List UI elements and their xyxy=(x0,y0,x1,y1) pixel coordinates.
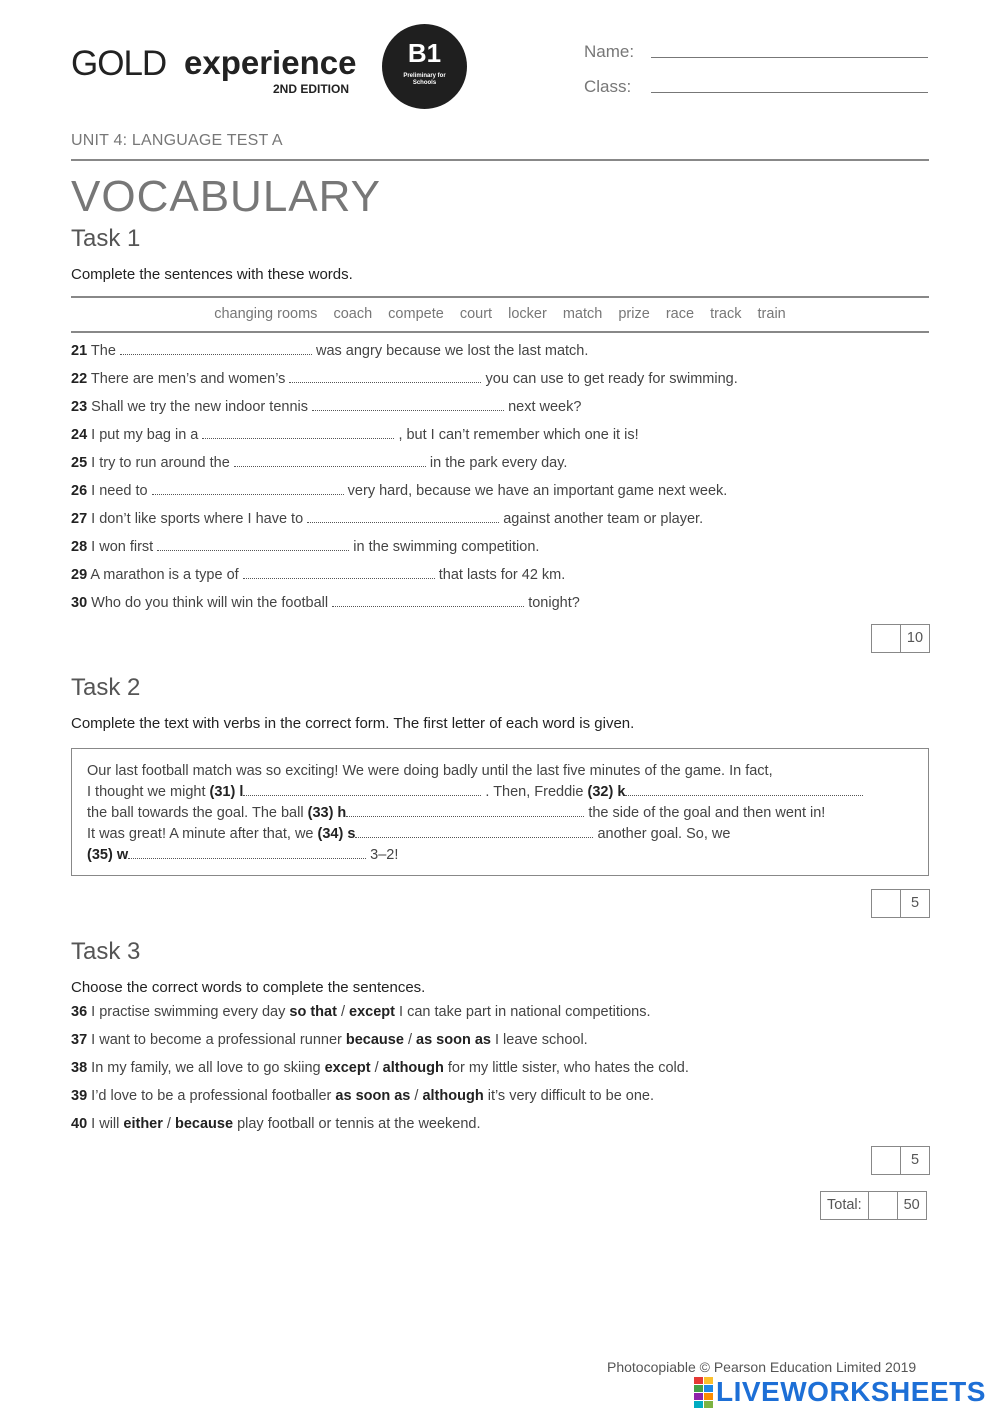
answer-blank[interactable] xyxy=(346,805,584,817)
question-text: Shall we try the new indoor tennis xyxy=(91,399,308,415)
task2-score-box xyxy=(871,889,930,918)
answer-blank[interactable] xyxy=(243,784,481,796)
gap-label: (31) l xyxy=(209,784,244,800)
question-number: 25 xyxy=(71,455,88,471)
question-text: I’d love to be a professional footballer xyxy=(91,1088,332,1104)
copyright-footer: Photocopiable © Pearson Education Limited 2019 xyxy=(607,1359,917,1375)
word-bank-item: locker xyxy=(508,306,547,322)
answer-blank[interactable] xyxy=(120,343,312,355)
option-2[interactable]: because xyxy=(175,1116,234,1132)
question-text: I try to run around the xyxy=(91,455,230,471)
option-1[interactable]: either xyxy=(123,1116,163,1132)
answer-blank[interactable] xyxy=(243,567,435,579)
word-bank-item: court xyxy=(459,306,493,322)
question-text: I need to xyxy=(91,483,148,499)
grid-cell xyxy=(694,1401,703,1408)
name-field[interactable] xyxy=(651,57,928,58)
question-text: play football or tennis at the weekend. xyxy=(237,1116,481,1132)
question-28 xyxy=(71,539,539,555)
task3-instruction: Choose the correct words to complete the sentences. xyxy=(71,979,426,996)
total-max: 50 xyxy=(903,1197,920,1213)
wordbank-bottom-rule xyxy=(71,331,929,333)
text-line xyxy=(87,824,913,845)
option-2[interactable]: except xyxy=(349,1004,395,1020)
question-37 xyxy=(71,1032,588,1048)
answer-blank[interactable] xyxy=(625,784,863,796)
level-badge xyxy=(382,24,467,109)
question-text: I don’t like sports where I have to xyxy=(91,511,304,527)
score-max: 5 xyxy=(910,895,920,911)
question-38 xyxy=(71,1060,689,1076)
question-number: 40 xyxy=(71,1116,88,1132)
option-2[interactable]: as soon as xyxy=(416,1032,491,1048)
question-text: There are men’s and women’s xyxy=(90,371,286,387)
word-bank-item: compete xyxy=(388,306,444,322)
answer-blank[interactable] xyxy=(234,455,426,467)
question-30 xyxy=(71,595,580,611)
question-number: 23 xyxy=(71,399,88,415)
option-separator: / xyxy=(162,1116,175,1132)
logo-gold: GOLD xyxy=(71,44,167,83)
badge-level: B1 xyxy=(407,38,442,68)
question-number: 38 xyxy=(71,1060,88,1076)
question-29 xyxy=(71,567,565,583)
question-text: for my little sister, who hates the cold. xyxy=(447,1060,689,1076)
question-22 xyxy=(71,371,738,387)
answer-blank[interactable] xyxy=(202,427,394,439)
answer-blank[interactable] xyxy=(312,399,504,411)
gap-label: (34) s xyxy=(317,826,356,842)
text-line xyxy=(87,782,913,803)
word-bank-item: train xyxy=(757,306,786,322)
question-26 xyxy=(71,483,727,499)
question-text: The xyxy=(90,343,116,359)
answer-blank[interactable] xyxy=(157,539,349,551)
question-number: 26 xyxy=(71,483,88,499)
text-segment: It was great! A minute after that, we xyxy=(87,826,314,842)
badge-subtitle: Preliminary for Schools xyxy=(403,73,446,86)
class-label: Class: xyxy=(584,77,632,96)
total-label: Total: xyxy=(821,1192,869,1219)
question-text: I will xyxy=(91,1116,120,1132)
question-text: that lasts for 42 km. xyxy=(438,567,566,583)
liveworksheets-grid-icon xyxy=(694,1377,713,1408)
question-text: I leave school. xyxy=(495,1032,588,1048)
question-text: I put my bag in a xyxy=(91,427,199,443)
option-2[interactable]: although xyxy=(422,1088,484,1104)
answer-blank[interactable] xyxy=(307,511,499,523)
answer-blank[interactable] xyxy=(152,483,344,495)
question-number: 36 xyxy=(71,1004,88,1020)
text-line xyxy=(87,845,913,866)
text-segment: the side of the goal and then went in! xyxy=(588,805,826,821)
question-text: in the swimming competition. xyxy=(353,539,540,555)
liveworksheets-wordmark: LIVEWORKSHEETS xyxy=(716,1376,986,1407)
gap-label: (32) k xyxy=(587,784,626,800)
text-segment: another goal. So, we xyxy=(597,826,731,842)
question-36 xyxy=(71,1004,651,1020)
score-max: 5 xyxy=(910,1152,920,1168)
text-line xyxy=(87,803,913,824)
answer-blank[interactable] xyxy=(289,371,481,383)
question-40 xyxy=(71,1116,481,1132)
gap-label: (33) h xyxy=(307,805,347,821)
question-number: 28 xyxy=(71,539,88,555)
question-24 xyxy=(71,427,639,443)
word-bank-item: prize xyxy=(618,306,650,322)
question-number: 21 xyxy=(71,343,88,359)
option-separator: / xyxy=(410,1088,423,1104)
task1-instruction: Complete the sentences with these words. xyxy=(71,266,353,283)
answer-blank[interactable] xyxy=(128,847,366,859)
answer-blank[interactable] xyxy=(332,595,524,607)
question-text: very hard, because we have an important game next week. xyxy=(347,483,728,499)
grid-cell xyxy=(704,1377,713,1384)
task3-title: Task 3 xyxy=(71,938,141,965)
question-text: I practise swimming every day xyxy=(91,1004,286,1020)
unit-title: UNIT 4: LANGUAGE TEST A xyxy=(71,132,283,149)
task1-title: Task 1 xyxy=(71,225,141,252)
text-segment: the ball towards the goal. The ball xyxy=(87,805,304,821)
question-number: 24 xyxy=(71,427,88,443)
question-text: , but I can’t remember which one it is! xyxy=(398,427,639,443)
score-input[interactable] xyxy=(872,625,901,652)
question-number: 29 xyxy=(71,567,88,583)
class-field[interactable] xyxy=(651,92,928,93)
question-number: 27 xyxy=(71,511,88,527)
question-text: Who do you think will win the football xyxy=(91,595,329,611)
question-text: it’s very difficult to be one. xyxy=(487,1088,655,1104)
question-number: 22 xyxy=(71,371,88,387)
task2-title: Task 2 xyxy=(71,674,141,701)
grid-cell xyxy=(694,1393,703,1400)
score-input[interactable] xyxy=(872,1147,901,1174)
word-bank-item: race xyxy=(665,306,695,322)
grid-cell xyxy=(694,1385,703,1392)
total-score-box xyxy=(820,1191,927,1220)
task2-text-box xyxy=(71,748,929,876)
question-text: A marathon is a type of xyxy=(90,567,239,583)
question-25 xyxy=(71,455,567,471)
score-max: 10 xyxy=(906,630,924,646)
question-text: you can use to get ready for swimming. xyxy=(485,371,738,387)
option-1[interactable]: so that xyxy=(289,1004,337,1020)
option-1[interactable]: because xyxy=(345,1032,404,1048)
question-text: I want to become a professional runner xyxy=(91,1032,342,1048)
task1-score-box xyxy=(871,624,930,653)
text-segment: . Then, Freddie xyxy=(485,784,584,800)
word-bank-item: match xyxy=(562,306,603,322)
text-segment: I thought we might xyxy=(87,784,206,800)
grid-cell xyxy=(704,1385,713,1392)
question-text: was angry because we lost the last match. xyxy=(315,343,589,359)
word-bank-item: track xyxy=(710,306,742,322)
option-separator: / xyxy=(370,1060,383,1076)
option-1[interactable]: except xyxy=(324,1060,371,1076)
question-23 xyxy=(71,399,581,415)
divider xyxy=(71,159,929,161)
word-bank-item: coach xyxy=(333,306,373,322)
section-title: VOCABULARY xyxy=(71,172,381,221)
question-number: 37 xyxy=(71,1032,88,1048)
liveworksheets-logo xyxy=(694,1376,986,1408)
grid-cell xyxy=(694,1377,703,1384)
question-text: against another team or player. xyxy=(503,511,704,527)
question-text: next week? xyxy=(508,399,582,415)
question-number: 30 xyxy=(71,595,88,611)
grid-cell xyxy=(704,1393,713,1400)
wordbank-top-rule xyxy=(71,296,929,298)
option-separator: / xyxy=(403,1032,417,1048)
gap-label: (35) w xyxy=(87,847,129,863)
question-21 xyxy=(71,343,588,359)
text-line xyxy=(87,761,913,782)
question-27 xyxy=(71,511,703,527)
text-segment: Our last football match was so exciting! We were doing badly until the last five minutes of the game. In fact, xyxy=(87,763,773,779)
score-input[interactable] xyxy=(872,890,901,917)
total-input[interactable] xyxy=(869,1192,898,1219)
text-segment: 3–2! xyxy=(370,847,399,863)
question-text: In my family, we all love to go skiing xyxy=(91,1060,321,1076)
word-bank-item: changing rooms xyxy=(214,306,318,322)
logo-experience: experience xyxy=(184,44,357,81)
logo-edition: 2ND EDITION xyxy=(273,82,350,96)
name-label: Name: xyxy=(584,42,635,61)
option-separator: / xyxy=(336,1004,350,1020)
word-bank xyxy=(71,306,929,322)
question-39 xyxy=(71,1088,654,1104)
task3-score-box xyxy=(871,1146,930,1175)
question-text: I can take part in national competitions. xyxy=(399,1004,651,1020)
question-number: 39 xyxy=(71,1088,88,1104)
question-text: in the park every day. xyxy=(429,455,568,471)
option-1[interactable]: as soon as xyxy=(335,1088,411,1104)
question-text: I won first xyxy=(91,539,154,555)
option-2[interactable]: although xyxy=(382,1060,444,1076)
task2-instruction: Complete the text with verbs in the correct form. The first letter of each word is given. xyxy=(71,715,635,732)
grid-cell xyxy=(704,1401,713,1408)
answer-blank[interactable] xyxy=(355,826,593,838)
question-text: tonight? xyxy=(528,595,580,611)
